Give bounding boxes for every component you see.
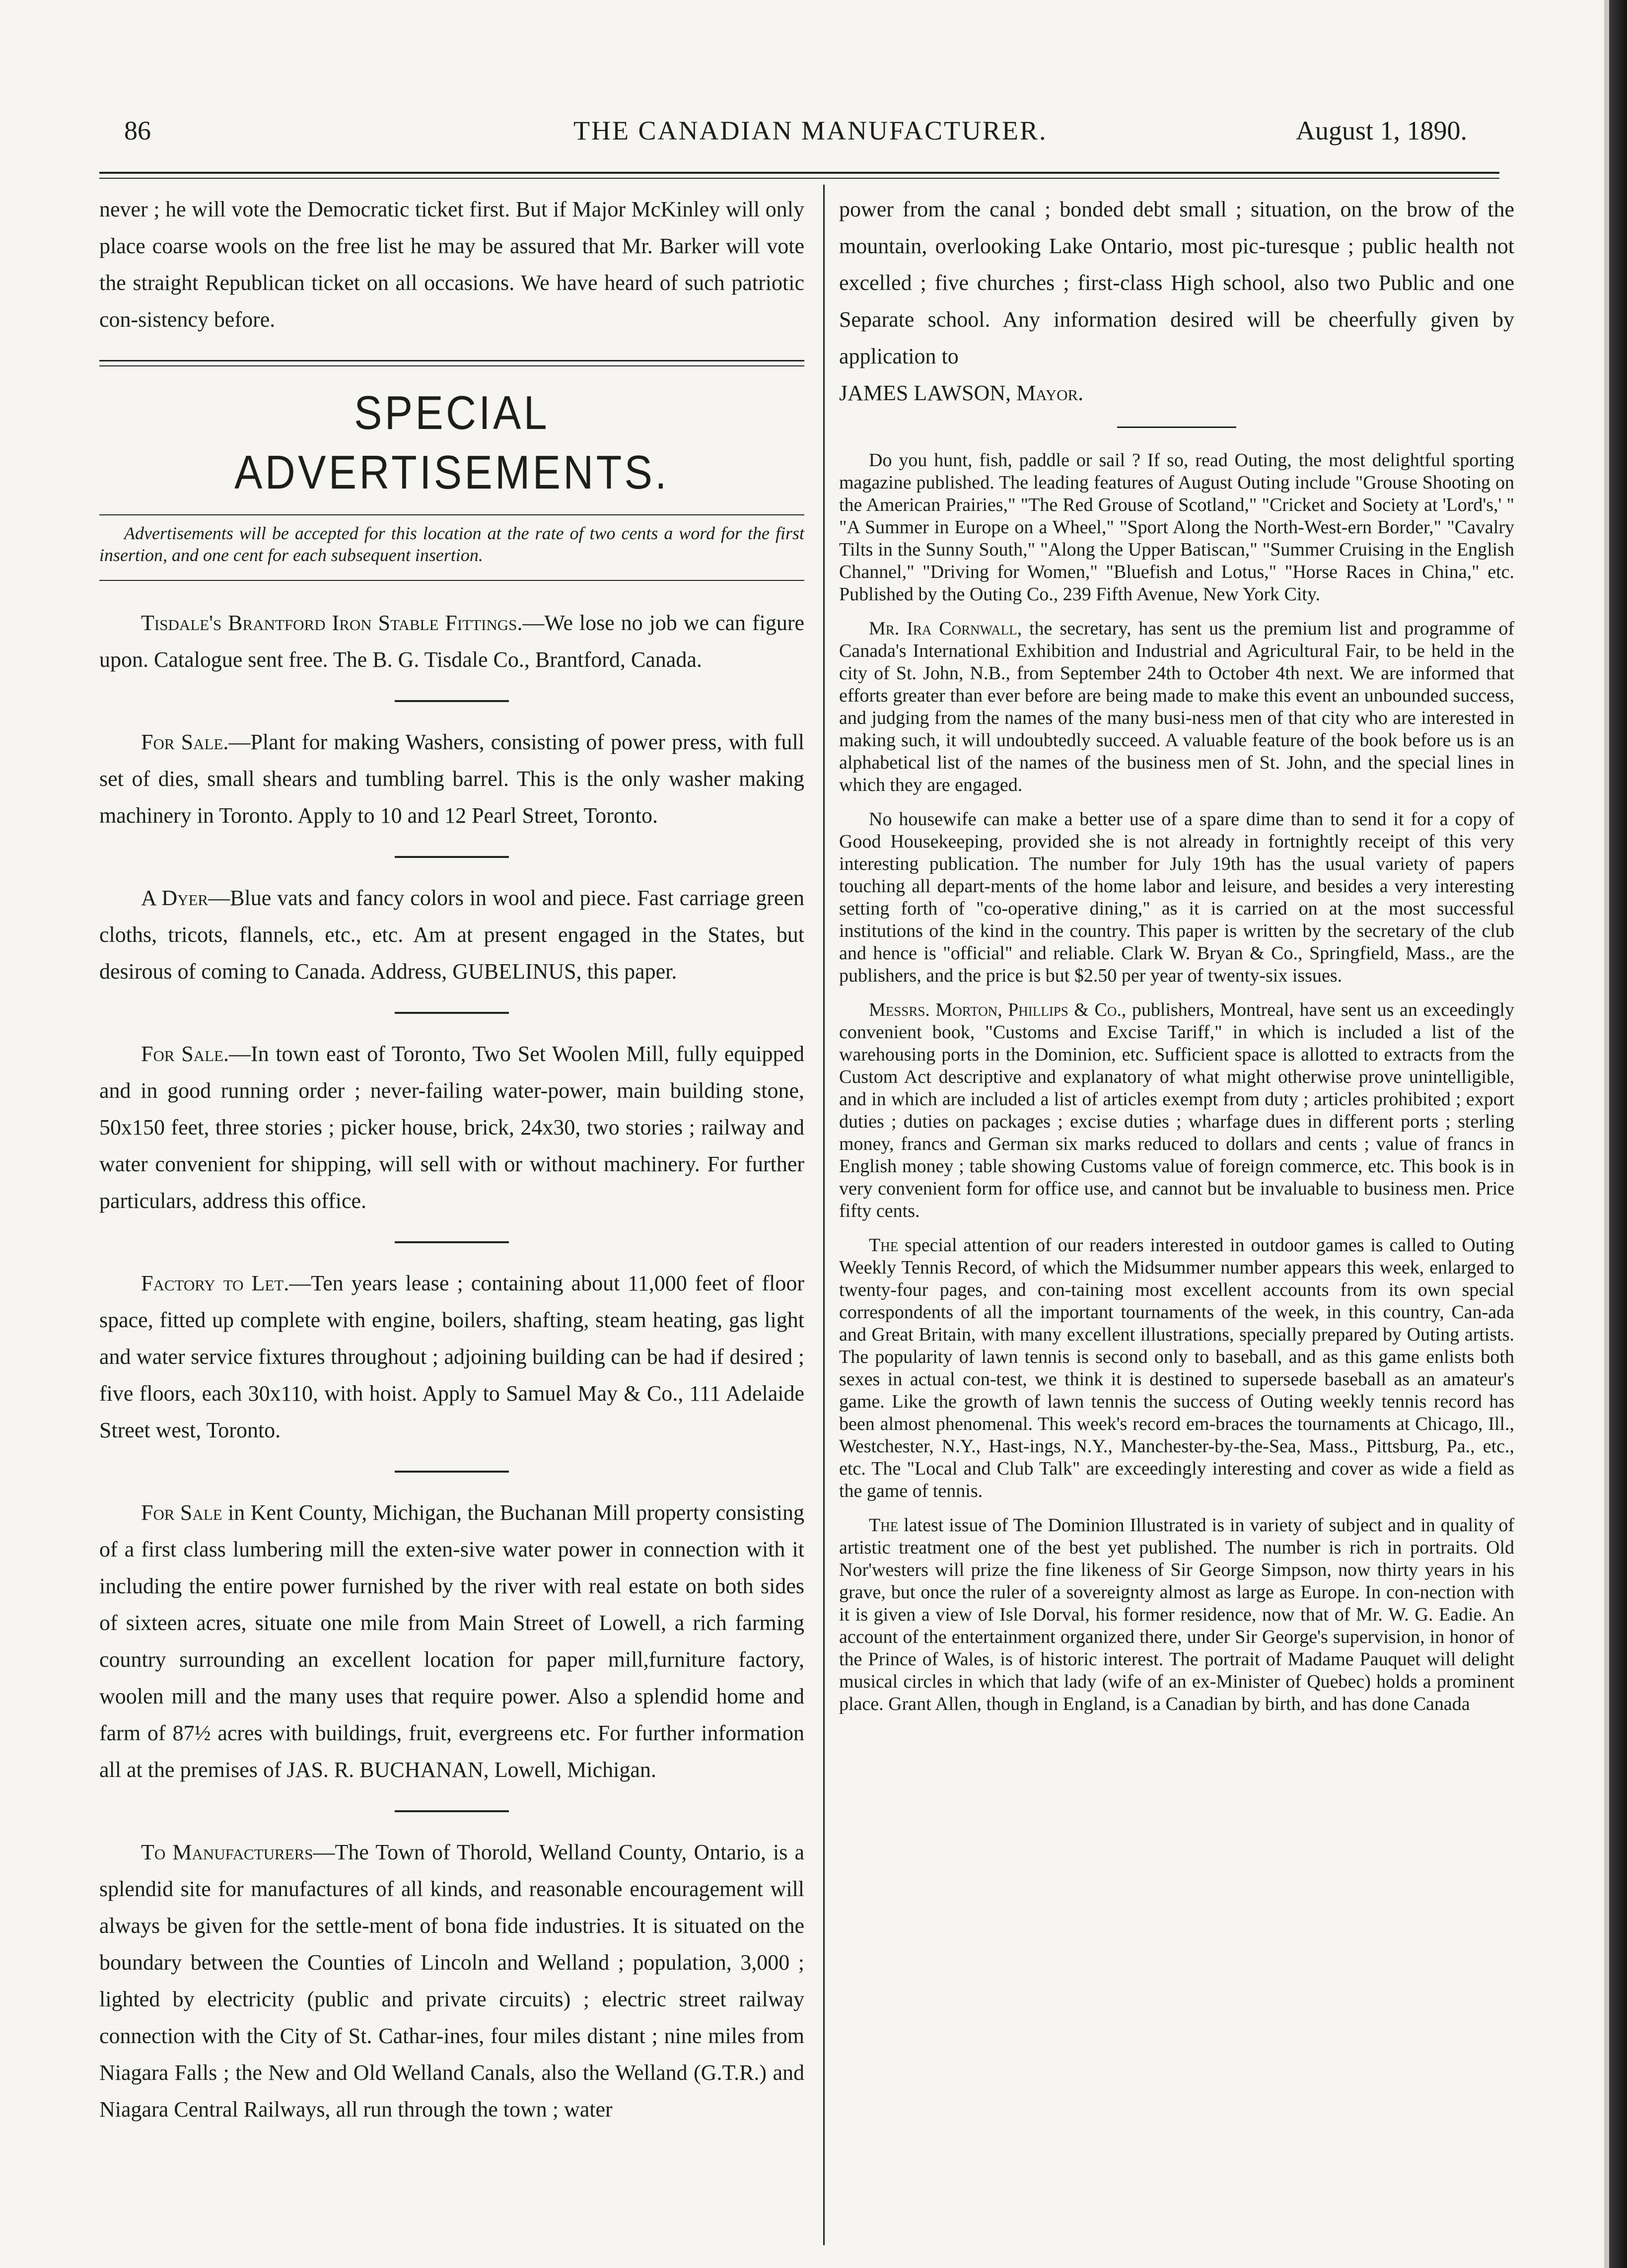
ad-thorold <box>99 1834 804 2128</box>
journal-title: THE CANADIAN MANUFACTURER. <box>573 116 1048 145</box>
note-dominion-illustrated <box>839 1514 1514 1715</box>
note-lead: The <box>869 1235 899 1256</box>
section-title: SPECIAL ADVERTISEMENTS. <box>234 386 669 499</box>
mayor-signature: JAMES LAWSON, Mayor. <box>839 381 1084 405</box>
ad-lead: To Manufacturers <box>141 1840 313 1864</box>
separator <box>395 856 509 858</box>
ad-text: —In town east of Toronto, Two Set Woolen Mill, fully equipped and in good running order ; never-failing water-power, main building stone, 50x150 feet, three stories ; picker house, brick, 24x30, two stories ; railway and water convenient for shipping, will sell with or without machinery. For further particulars, address this office. <box>99 1042 804 1213</box>
rate-notice: Advertisements will be accepted for this location at the rate of two cents a word for the first insertion, and one cent for each subsequent insertion. <box>99 523 804 565</box>
note-outing <box>839 449 1514 606</box>
continued-paragraph: never ; he will vote the Democratic ticket first. But if Major McKinley will only place coarse wools on the free list he may be assured that Mr. Barker will vote the straight Republican ticket on all occasions. We have heard of such patriotic con-sistency before. <box>99 197 804 332</box>
page-edge-shadow <box>1604 0 1609 2268</box>
left-column <box>99 191 804 2150</box>
ad-dyer <box>99 880 804 990</box>
right-column-notes <box>839 449 1514 1727</box>
ad-text: —Plant for making Washers, consisting of power press, with full set of dies, small shears and tumbling barrel. This is the only washer making machinery in Toronto. Apply to 10 and 12 Pearl Street, Toronto. <box>99 730 805 828</box>
ad-lead: A Dyer <box>141 886 209 910</box>
separator <box>395 1012 509 1014</box>
notice-rule <box>99 580 804 581</box>
separator <box>1117 426 1236 428</box>
ad-lead: For Sale. <box>141 730 229 754</box>
right-column-top <box>839 191 1514 450</box>
ad-tisdale <box>99 605 804 678</box>
ad-text: —Ten years lease ; containing about 11,000 feet of floor space, fitted up complete with engine, boilers, shafting, steam heating, gas light and water service fixtures throughout ; adjoining building can be had if desired ; five floors, each 30x110, with hoist. Apply to Samuel May & Co., 111 Adelaide Street west, Toronto. <box>99 1271 804 1442</box>
separator <box>395 1810 509 1812</box>
note-tennis-record <box>839 1234 1514 1502</box>
note-text: , the secretary, has sent us the premium list and programme of Canada's International Exhibition and Industrial and Agricultural Fair, to be held in the city of St. John, N.B., from September 24th to October 4th next. We are informed that efforts greater than ever before are being made to make this event an unbounded success, and judging from the names of the many busi-ness men of that city who are interested in making such, it will undoubtedly succeed. A valuable feature of the book before us is an alphabetical list of the names of the business men of St. John, and the special lines in which they are engaged. <box>839 618 1514 795</box>
ad-text: —We lose no job we can figure upon. Catalogue sent free. The B. G. Tisdale Co., Brantford, Canada. <box>99 611 805 672</box>
header-rule-bottom <box>99 178 1499 179</box>
ad-buchanan-mill <box>99 1494 804 1788</box>
note-text: Do you hunt, fish, paddle or sail ? If so, read Outing, the most delightful sporting magazine published. The leading features of August Outing include "Grouse Shooting on the American Prairies," "The Red Grouse of Scotland," "Cricket and Society at 'Lord's,' " "A Summer in Europe on a Wheel," "Sport Along the North-West-ern Border," "Cavalry Tilts in the Sunny South," "Along the Upper Batiscan," "Summer Cruising in the English Channel," "Driving for Women," "Bluefish and Lotus," "Horse Races in China," etc. Published by the Outing Co., 239 Fifth Avenue, New York City. <box>839 450 1514 605</box>
column-divider <box>823 185 825 2245</box>
note-text: special attention of our readers interested in outdoor games is called to Outing Weekly Tennis Record, of which the Midsummer number appears this week, enlarged to twenty-four pages, and con-taining most excellent accounts from its own special correspondents of all the important tournaments of the week, in this country, Can-ada and Great Britain, with many excellent illustrations, specially prepared by Outing artists. The popularity of lawn tennis is second only to baseball, and as this game enlists both sexes in actual con-test, we think it is destined to supersede baseball as an amateur's game. Like the growth of lawn tennis the success of Outing weekly tennis record has been almost phenomenal. This week's record em-braces the tournaments at Chicago, Ill., Westchester, N.Y., Hast-ings, N.Y., Manchester-by-the-Sea, Mass., Pittsburg, Pa., etc., etc. The "Local and Club Talk" are exceedingly interesting and cover as wide a field as the game of tennis. <box>839 1235 1514 1501</box>
ad-lead: For Sale. <box>141 1042 229 1066</box>
page-number: 86 <box>124 116 151 145</box>
issue-date: August 1, 1890. <box>1296 116 1468 145</box>
ad-text: —Blue vats and fancy colors in wool and piece. Fast carriage green cloths, tricots, flannels, etc., etc. Am at present engaged in the States, but desirous of coming to Canada. Address, GUBELINUS, this paper. <box>99 886 805 984</box>
binding-edge <box>1609 0 1627 2268</box>
separator <box>395 700 509 702</box>
section-rule-under <box>99 514 804 515</box>
ad-text: —The Town of Thorold, Welland County, Ontario, is a splendid site for manufactures of all kinds, and reasonable encouragement will always be given for the settle-ment of bona fide industries. It is situated on the boundary between the Counties of Lincoln and Welland ; population, 3,000 ; lighted by electricity (public and private circuits) ; electric street railway connection with the City of St. Cathar-ines, four miles distant ; nine miles from Niagara Falls ; the New and Old Welland Canals, also the Welland (G.T.R.) and Niagara Central Railways, all run through the town ; water <box>99 1840 804 2122</box>
separator <box>395 1241 509 1243</box>
note-lead: Messrs. Morton, Phillips & Co. <box>869 999 1122 1020</box>
ad-lead: Tisdale's Brantford Iron Stable Fittings. <box>141 611 523 635</box>
ad-lead: For Sale <box>141 1500 222 1525</box>
note-text: latest issue of The Dominion Illustrated is in variety of subject and in quality of artistic treatment one of the best yet published. The number is rich in portraits. Old Nor'westers will prize the fine likeness of Sir George Simpson, now thirty years in his grave, but once the ruler of a sovereignty almost as large as Europe. In con-nection with it is given a view of Isle Dorval, his former residence, now that of Mr. W. G. Eadie. An account of the entertainment organized there, under Sir George's supervision, in honor of the Prince of Wales, is of historic interest. The portrait of Madame Pauquet will delight musical circles in which that lady (wife of an ex-Minister of Quebec) holds a prominent place. Grant Allen, though in England, is a Canadian by birth, and has done Canada <box>839 1515 1514 1714</box>
ad-washers <box>99 724 804 834</box>
header-rule-top <box>99 172 1499 174</box>
note-text: , publishers, Montreal, have sent us an exceedingly convenient book, "Customs and Excise Tariff," in which is included a list of the warehousing ports in the Dominion, etc. Sufficient space is allotted to extracts from the Custom Act descriptive and explanatory of what might otherwise prove unintelligible, and in which are included a list of articles exempt from duty ; articles prohibited ; export duties ; duties on packages ; excise duties ; wharfage dues in different ports ; sterling money, francs and German six marks reduced to dollars and cents ; value of francs in English money ; table showing Customs value of foreign commerce, etc. This book is in very convenient form for office use, and cannot but be invaluable to business men. Price fifty cents. <box>839 999 1514 1221</box>
note-text: No housewife can make a better use of a spare dime than to send it for a copy of Good Housekeeping, provided she is not already in fortnightly receipt of this very interesting publication. The number for July 19th has the usual variety of papers touching all depart-ments of the home labor and leisure, and besides a very interesting setting forth of "co-operative dining," as it is carried on at the most successful institutions of the kind in the country. This paper is written by the secretary of the club and hence is "official" and reliable. Clark W. Bryan & Co., Springfield, Mass., are the publishers, and the price is but $2.50 per year of twenty-six issues. <box>839 809 1514 986</box>
note-good-housekeeping <box>839 808 1514 987</box>
note-cornwall <box>839 618 1514 796</box>
ad-factory-to-let <box>99 1265 804 1449</box>
note-lead: Mr. Ira Cornwall <box>869 618 1017 639</box>
note-lead: The <box>869 1515 899 1536</box>
ad-woolen-mill <box>99 1036 804 1219</box>
section-rule-top-2 <box>99 365 804 366</box>
continued-paragraph: power from the canal ; bonded debt small ; situation, on the brow of the mountain, overlooking Lake Ontario, most pic-turesque ; public health not excelled ; five churches ; first-class High school, also two Public and one Separate school. Any information desired will be cheerfully given by application to <box>839 197 1514 368</box>
note-morton-phillips <box>839 999 1514 1222</box>
separator <box>395 1471 509 1473</box>
ad-text: in Kent County, Michigan, the Buchanan Mill property consisting of a first class lumbering mill the exten-sive water power in connection with it including the entire power furnished by the river with real estate on both sides of sixteen acres, situate one mile from Main Street of Lowell, a rich farming country surrounding an excellent location for paper mill,furniture factory, woolen mill and the many uses that require power. Also a splendid home and farm of 87½ acres with buildings, fruit, evergreens etc. For further information all at the premises of JAS. R. BUCHANAN, Lowell, Michigan. <box>99 1500 805 1782</box>
section-rule-top <box>99 360 804 361</box>
ad-lead: Factory to Let. <box>141 1271 289 1295</box>
